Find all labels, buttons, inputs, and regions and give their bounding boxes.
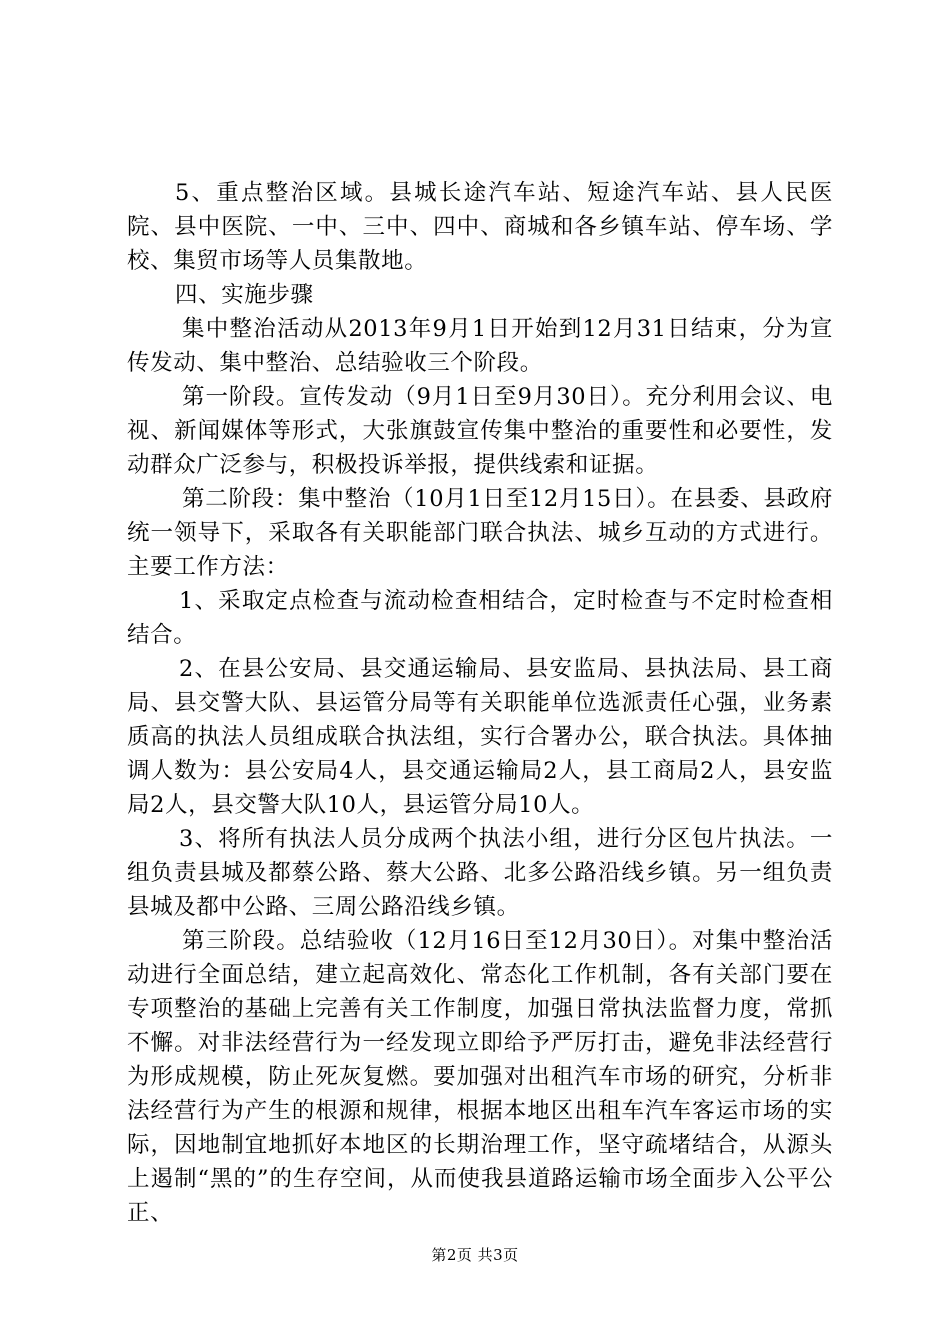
paragraph-method-2: 2、在县公安局、县交通运输局、县安监局、县执法局、县工商局、县交警大队、县运管分局等有关职能单位选派责任心强，业务素质高的执法人员组成联合执法组，实行合署办公，联合执法。具体抽调人数为：县公安局4人，县交通运输局2人，县工商局2人，县安监局2人，县交警大队10人，县运管分局10人。 bbox=[127, 656, 833, 818]
paragraph-schedule: 集中整治活动从2013年9月1日开始到12月31日结束，分为宣传发动、集中整治、总结验收三个阶段。 bbox=[127, 316, 833, 376]
section-heading-steps: 四、实施步骤 bbox=[175, 282, 314, 308]
paragraph-phase-two: 第二阶段：集中整治（10月1日至12月15日）。在县委、县政府统一领导下，采取各有关职能部门联合执法、城乡互动的方式进行。主要工作方法： bbox=[127, 486, 833, 580]
paragraph-phase-one: 第一阶段。宣传发动（9月1日至9月30日）。充分利用会议、电视、新闻媒体等形式，大张旗鼓宣传集中整治的重要性和必要性，发动群众广泛参与，积极投诉举报，提供线索和证据。 bbox=[127, 384, 833, 478]
paragraph-phase-three: 第三阶段。总结验收（12月16日至12月30日）。对集中整治活动进行全面总结，建立起高效化、常态化工作机制，各有关部门要在专项整治的基础上完善有关工作制度，加强日常执法监督力度，常抓不懈。对非法经营行为一经发现立即给予严厉打击，避免非法经营行为形成规模，防止死灰复燃。要加强对出租汽车市场的研究，分析非法经营行为产生的根源和规律，根据本地区出租车汽车客运市场的实际，因地制宜地抓好本地区的长期治理工作，坚守疏堵结合，从源头上遏制“黑的”的生存空间，从而使我县道路运输市场全面步入公平公正、 bbox=[127, 928, 833, 1226]
paragraph-key-areas: 5、重点整治区域。县城长途汽车站、短途汽车站、县人民医院、县中医院、一中、三中、四中、商城和各乡镇车站、停车场、学校、集贸市场等人员集散地。 bbox=[127, 180, 833, 274]
page-number-footer: 第2页 共3页 bbox=[431, 1246, 519, 1264]
document-body bbox=[127, 176, 833, 1230]
paragraph-method-3: 3、将所有执法人员分成两个执法小组，进行分区包片执法。一组负责县城及都蔡公路、蔡大公路、北多公路沿线乡镇。另一组负责县城及都中公路、三周公路沿线乡镇。 bbox=[127, 826, 833, 920]
paragraph-method-1: 1、采取定点检查与流动检查相结合，定时检查与不定时检查相结合。 bbox=[127, 588, 833, 648]
